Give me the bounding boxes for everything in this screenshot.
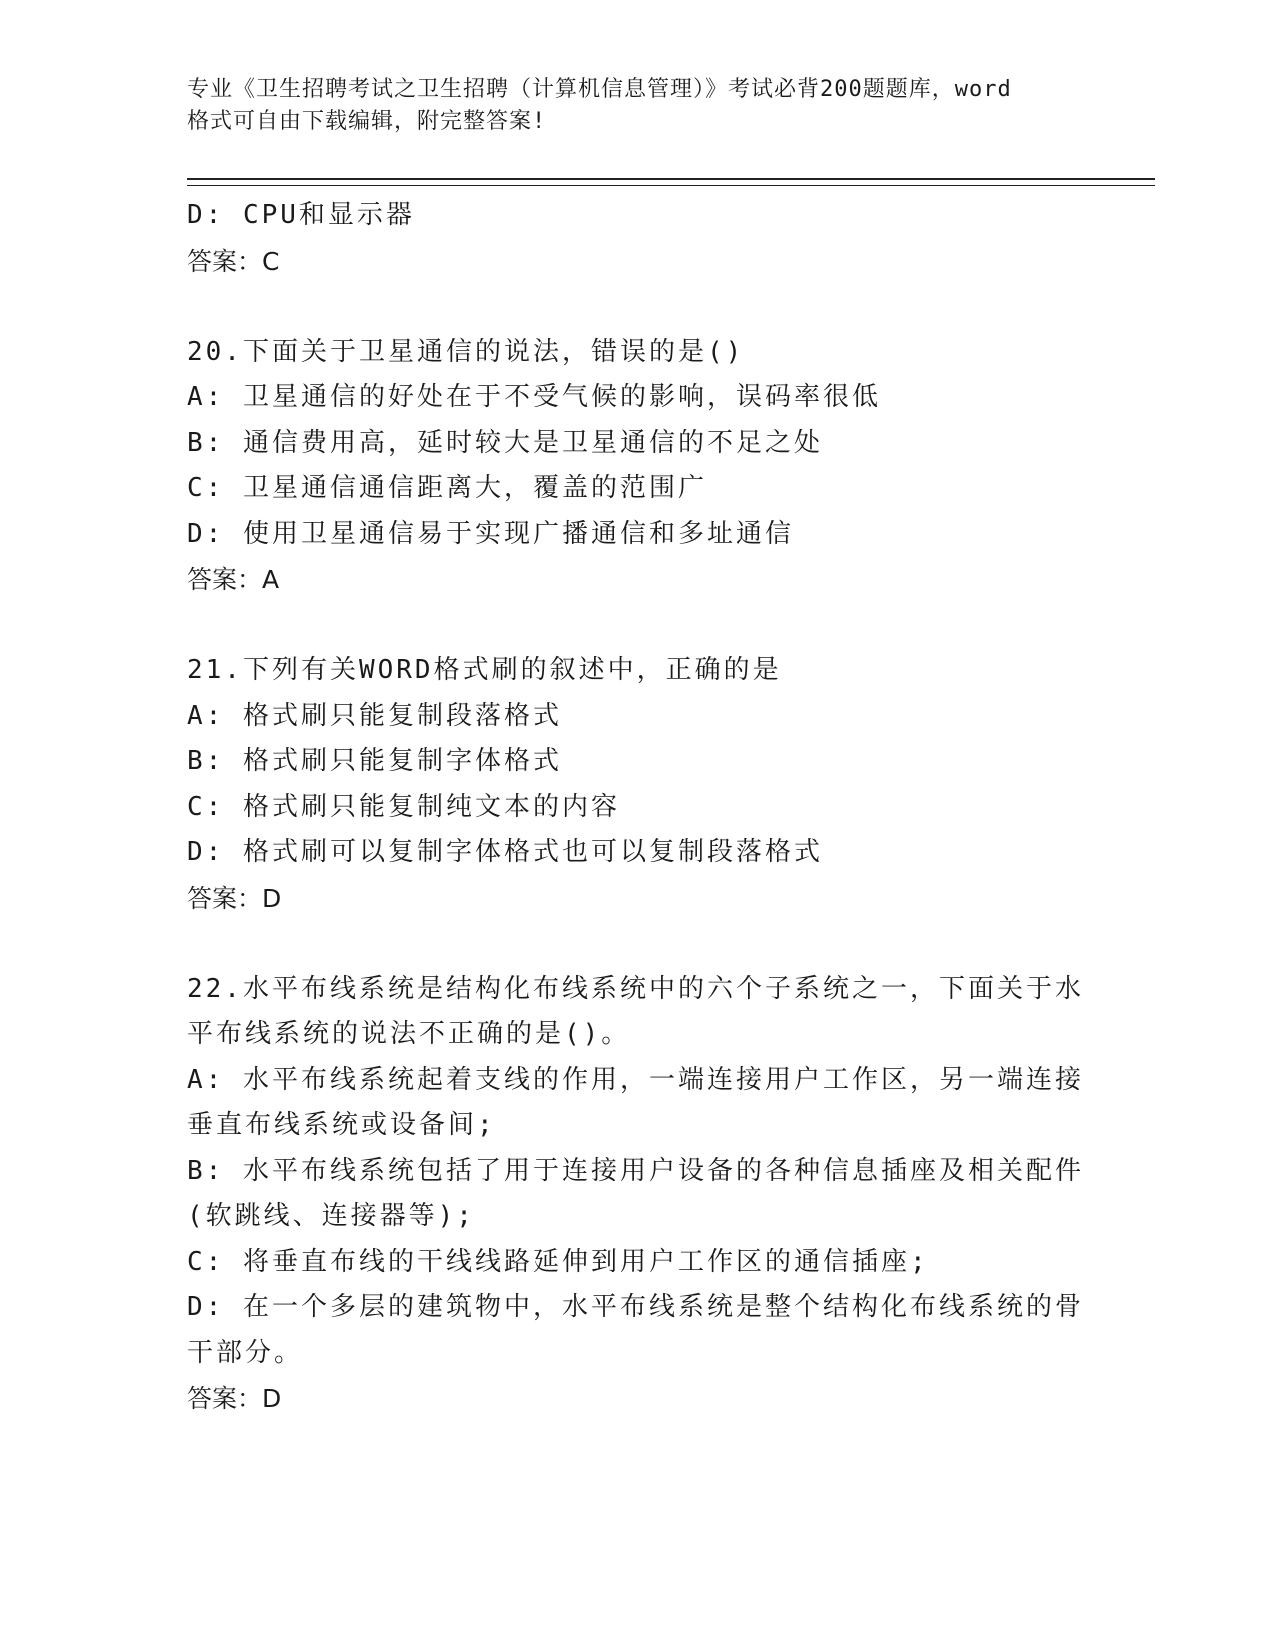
q22-stem-line-1: 22.水平布线系统是结构化布线系统中的六个子系统之一，下面关于水 xyxy=(187,973,1084,1004)
question-gap xyxy=(187,921,1087,967)
document-header xyxy=(187,74,1087,138)
q22-option-a-line-2: 垂直布线系统或设备间; xyxy=(187,1110,496,1140)
q21-answer: 答案：D xyxy=(187,883,282,913)
q22-option-b-line-1: B: 水平布线系统包括了用于连接用户设备的各种信息插座及相关配件 xyxy=(187,1155,1084,1186)
q22-option-c: C: 将垂直布线的干线线路延伸到用户工作区的通信插座; xyxy=(187,1246,929,1277)
q22-option-d-line-2: 干部分。 xyxy=(187,1337,304,1368)
header-divider xyxy=(187,178,1155,186)
question-list xyxy=(187,193,1087,1422)
q22-option-d-line-1: D: 在一个多层的建筑物中，水平布线系统是整个结构化布线系统的骨 xyxy=(187,1292,1084,1322)
q20-option-b: B: 通信费用高，延时较大是卫星通信的不足之处 xyxy=(187,427,823,458)
q20-option-d: D: 使用卫星通信易于实现广播通信和多址通信 xyxy=(187,518,794,549)
q22-option-a-line-1: A: 水平布线系统起着支线的作用，一端连接用户工作区，另一端连接 xyxy=(187,1064,1084,1095)
q22-answer: 答案：D xyxy=(187,1384,282,1413)
q21-option-a: A: 格式刷只能复制段落格式 xyxy=(187,700,562,731)
q21-stem: 21.下列有关WORD格式刷的叙述中，正确的是 xyxy=(187,655,782,685)
q19-answer: 答案：C xyxy=(187,246,280,276)
q22-option-b-line-2: (软跳线、连接器等); xyxy=(187,1201,475,1231)
question-gap xyxy=(187,603,1087,649)
q21-option-b: B: 格式刷只能复制字体格式 xyxy=(187,746,562,776)
header-title-line-2: 格式可自由下载编辑，附完整答案! xyxy=(187,109,547,134)
q22-stem-line-2: 平布线系统的说法不正确的是()。 xyxy=(187,1019,631,1049)
q20-option-c: C: 卫星通信通信距离大，覆盖的范围广 xyxy=(187,473,707,503)
q19-option-d: D: CPU和显示器 xyxy=(187,200,415,230)
q21-option-c: C: 格式刷只能复制纯文本的内容 xyxy=(187,791,620,822)
q20-option-a: A: 卫星通信的好处在于不受气候的影响，误码率很低 xyxy=(187,382,881,412)
q20-answer: 答案：A xyxy=(187,565,280,594)
header-title-line-1: 专业《卫生招聘考试之卫生招聘（计算机信息管理）》考试必背200题题库，word xyxy=(187,77,1012,102)
q20-stem: 20.下面关于卫星通信的说法，错误的是() xyxy=(187,336,745,367)
question-gap xyxy=(187,284,1087,330)
q21-option-d: D: 格式刷可以复制字体格式也可以复制段落格式 xyxy=(187,837,823,867)
